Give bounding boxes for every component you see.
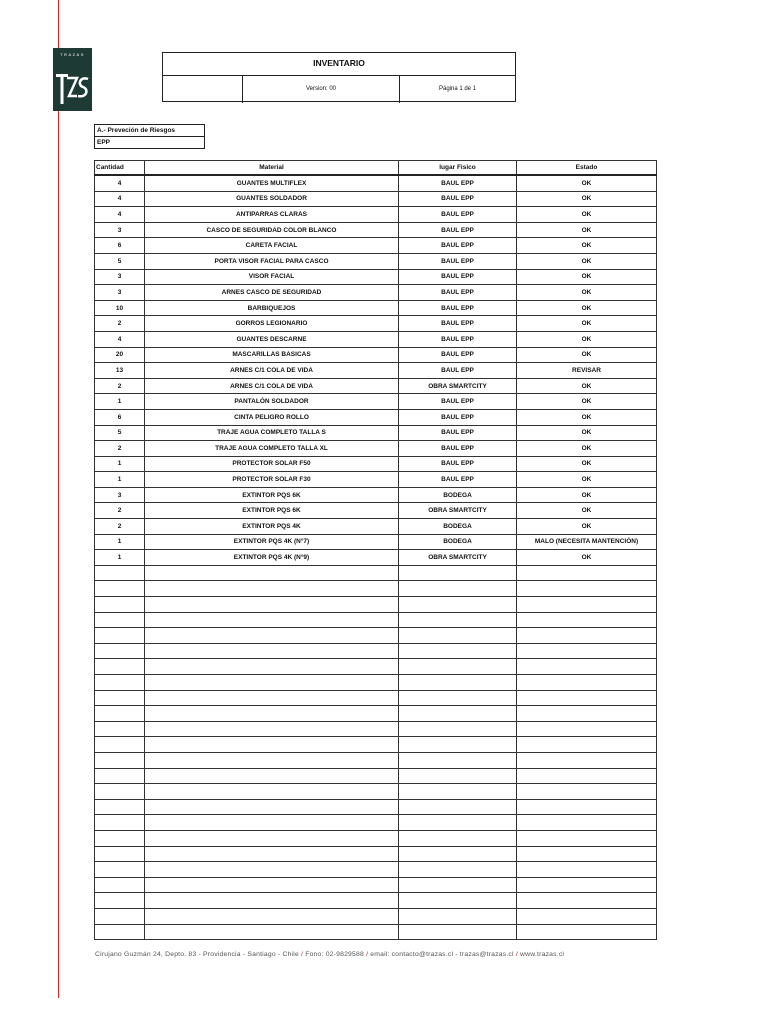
empty-cell [517, 565, 657, 581]
empty-cell [95, 581, 145, 597]
empty-cell [517, 752, 657, 768]
material-cell: MASCARILLAS BASICAS [145, 347, 399, 363]
quantity-cell: 3 [95, 285, 145, 301]
table-row [95, 487, 657, 503]
location-cell: BAUL EPP [399, 363, 517, 379]
location-cell: BAUL EPP [399, 331, 517, 347]
table-row [95, 222, 657, 238]
table-row [95, 534, 657, 550]
empty-table-row [95, 752, 657, 768]
inventory-table-body [95, 175, 657, 940]
empty-cell [95, 565, 145, 581]
location-cell: BAUL EPP [399, 300, 517, 316]
empty-cell [517, 612, 657, 628]
empty-cell [517, 675, 657, 691]
empty-cell [399, 721, 517, 737]
quantity-cell: 2 [95, 503, 145, 519]
empty-cell [517, 830, 657, 846]
empty-cell [95, 737, 145, 753]
status-cell: OK [517, 191, 657, 207]
material-cell: CASCO DE SEGURIDAD COLOR BLANCO [145, 222, 399, 238]
empty-cell [95, 830, 145, 846]
table-row [95, 394, 657, 410]
material-cell: EXTINTOR PQS 6K [145, 487, 399, 503]
empty-cell [517, 690, 657, 706]
table-row [95, 409, 657, 425]
material-cell: GUANTES MULTIFLEX [145, 175, 399, 191]
empty-cell [399, 612, 517, 628]
empty-cell [517, 799, 657, 815]
empty-table-row [95, 675, 657, 691]
empty-cell [399, 643, 517, 659]
material-cell: PROTECTOR SOLAR F30 [145, 472, 399, 488]
material-cell: CARETA FACIAL [145, 238, 399, 254]
status-cell: OK [517, 331, 657, 347]
quantity-cell: 2 [95, 441, 145, 457]
empty-cell [145, 862, 399, 878]
status-cell: MALO (NECESITA MANTENCIÓN) [517, 534, 657, 550]
empty-cell [399, 815, 517, 831]
empty-table-row [95, 784, 657, 800]
empty-table-row [95, 565, 657, 581]
location-cell: BODEGA [399, 534, 517, 550]
material-cell: GUANTES DESCARNE [145, 331, 399, 347]
table-row [95, 363, 657, 379]
material-cell: CINTA PELIGRO ROLLO [145, 409, 399, 425]
empty-cell [399, 893, 517, 909]
empty-cell [145, 737, 399, 753]
status-cell: OK [517, 238, 657, 254]
status-cell: OK [517, 269, 657, 285]
page-number-label: Página 1 de 1 [438, 86, 477, 92]
empty-cell [399, 846, 517, 862]
empty-cell [95, 924, 145, 940]
table-row [95, 253, 657, 269]
empty-cell [95, 628, 145, 644]
column-header-quantity: Cantidad [95, 161, 145, 176]
location-cell: BAUL EPP [399, 253, 517, 269]
empty-cell [399, 799, 517, 815]
table-row [95, 550, 657, 566]
quantity-cell: 1 [95, 456, 145, 472]
empty-table-row [95, 893, 657, 909]
quantity-cell: 6 [95, 409, 145, 425]
empty-cell [145, 815, 399, 831]
status-cell: OK [517, 487, 657, 503]
empty-cell [517, 628, 657, 644]
location-cell: BAUL EPP [399, 269, 517, 285]
empty-cell [95, 846, 145, 862]
table-row [95, 300, 657, 316]
table-row [95, 519, 657, 535]
empty-cell [517, 815, 657, 831]
empty-cell [399, 690, 517, 706]
status-cell: OK [517, 300, 657, 316]
empty-cell [145, 784, 399, 800]
table-row [95, 456, 657, 472]
quantity-cell: 2 [95, 316, 145, 332]
empty-cell [95, 675, 145, 691]
location-cell: BAUL EPP [399, 207, 517, 223]
status-cell: OK [517, 394, 657, 410]
empty-cell [399, 862, 517, 878]
header-blank-cell [163, 76, 243, 103]
empty-cell [399, 565, 517, 581]
material-cell: TRAJE AGUA COMPLETO TALLA S [145, 425, 399, 441]
location-cell: BAUL EPP [399, 425, 517, 441]
material-cell: ARNES C/1 COLA DE VIDA [145, 378, 399, 394]
empty-cell [399, 908, 517, 924]
empty-cell [399, 830, 517, 846]
quantity-cell: 10 [95, 300, 145, 316]
footer-email: email: contacto@trazas.cl - trazas@trazas.cl [370, 951, 514, 958]
logo-brand-text: TRAZAS [60, 52, 85, 57]
section-subtitle: EPP [95, 136, 204, 148]
empty-cell [95, 815, 145, 831]
empty-cell [399, 752, 517, 768]
location-cell: BAUL EPP [399, 316, 517, 332]
empty-cell [399, 784, 517, 800]
quantity-cell: 3 [95, 269, 145, 285]
material-cell: GUANTES SOLDADOR [145, 191, 399, 207]
quantity-cell: 5 [95, 253, 145, 269]
location-cell: BAUL EPP [399, 456, 517, 472]
material-cell: ARNES CASCO DE SEGURIDAD [145, 285, 399, 301]
status-cell: OK [517, 347, 657, 363]
location-cell: BAUL EPP [399, 238, 517, 254]
empty-cell [399, 924, 517, 940]
quantity-cell: 4 [95, 207, 145, 223]
material-cell: VISOR FACIAL [145, 269, 399, 285]
status-cell: OK [517, 285, 657, 301]
empty-table-row [95, 924, 657, 940]
empty-cell [399, 737, 517, 753]
empty-cell [95, 799, 145, 815]
footer-separator: / [513, 951, 520, 958]
empty-table-row [95, 862, 657, 878]
status-cell: OK [517, 425, 657, 441]
empty-cell [517, 659, 657, 675]
location-cell: BAUL EPP [399, 191, 517, 207]
table-row [95, 269, 657, 285]
footer-contact [95, 951, 564, 958]
location-cell: BAUL EPP [399, 394, 517, 410]
footer-separator: / [363, 951, 371, 958]
empty-cell [517, 784, 657, 800]
empty-cell [145, 768, 399, 784]
empty-cell [95, 721, 145, 737]
location-cell: BAUL EPP [399, 285, 517, 301]
section-title: A.- Preveción de Riesgos [97, 127, 176, 134]
empty-cell [95, 643, 145, 659]
empty-cell [145, 924, 399, 940]
quantity-cell: 6 [95, 238, 145, 254]
document-header [162, 52, 516, 102]
empty-table-row [95, 737, 657, 753]
table-row [95, 191, 657, 207]
empty-cell [517, 893, 657, 909]
table-row [95, 238, 657, 254]
status-cell: OK [517, 253, 657, 269]
empty-cell [145, 690, 399, 706]
empty-cell [95, 612, 145, 628]
empty-cell [399, 659, 517, 675]
table-row [95, 503, 657, 519]
quantity-cell: 5 [95, 425, 145, 441]
empty-cell [95, 690, 145, 706]
status-cell: OK [517, 222, 657, 238]
empty-cell [145, 659, 399, 675]
status-cell: REVISAR [517, 363, 657, 379]
company-logo [53, 48, 92, 111]
empty-cell [517, 581, 657, 597]
location-cell: OBRA SMARTCITY [399, 550, 517, 566]
empty-table-row [95, 721, 657, 737]
empty-cell [517, 706, 657, 722]
material-cell: PROTECTOR SOLAR F50 [145, 456, 399, 472]
empty-table-row [95, 877, 657, 893]
document-title: INVENTARIO [163, 53, 515, 76]
quantity-cell: 4 [95, 175, 145, 191]
empty-cell [95, 768, 145, 784]
table-row [95, 285, 657, 301]
empty-cell [145, 830, 399, 846]
empty-cell [517, 721, 657, 737]
empty-table-row [95, 690, 657, 706]
empty-table-row [95, 597, 657, 613]
empty-cell [517, 862, 657, 878]
quantity-cell: 3 [95, 487, 145, 503]
empty-table-row [95, 706, 657, 722]
logo-mark-icon [53, 60, 92, 110]
material-cell: EXTINTOR PQS 4K (N°7) [145, 534, 399, 550]
empty-cell [517, 768, 657, 784]
material-cell: PANTALÓN SOLDADOR [145, 394, 399, 410]
table-row [95, 347, 657, 363]
quantity-cell: 4 [95, 191, 145, 207]
empty-table-row [95, 768, 657, 784]
table-row [95, 425, 657, 441]
empty-cell [145, 612, 399, 628]
empty-table-row [95, 846, 657, 862]
empty-cell [399, 877, 517, 893]
quantity-cell: 2 [95, 519, 145, 535]
empty-table-row [95, 799, 657, 815]
empty-cell [517, 846, 657, 862]
status-cell: OK [517, 409, 657, 425]
status-cell: OK [517, 456, 657, 472]
empty-cell [517, 908, 657, 924]
quantity-cell: 20 [95, 347, 145, 363]
empty-cell [517, 597, 657, 613]
material-cell: PORTA VISOR FACIAL PARA CASCO [145, 253, 399, 269]
column-header-material: Material [145, 161, 399, 176]
material-cell: EXTINTOR PQS 4K (N°9) [145, 550, 399, 566]
empty-cell [145, 893, 399, 909]
status-cell: OK [517, 503, 657, 519]
location-cell: BODEGA [399, 487, 517, 503]
location-cell: BODEGA [399, 519, 517, 535]
empty-table-row [95, 612, 657, 628]
quantity-cell: 3 [95, 222, 145, 238]
empty-cell [145, 628, 399, 644]
quantity-cell: 1 [95, 550, 145, 566]
empty-table-row [95, 643, 657, 659]
table-row [95, 207, 657, 223]
empty-table-row [95, 908, 657, 924]
empty-cell [517, 643, 657, 659]
empty-cell [95, 862, 145, 878]
empty-cell [145, 581, 399, 597]
quantity-cell: 4 [95, 331, 145, 347]
quantity-cell: 2 [95, 378, 145, 394]
empty-cell [95, 908, 145, 924]
empty-cell [399, 597, 517, 613]
material-cell: TRAJE AGUA COMPLETO TALLA XL [145, 441, 399, 457]
quantity-cell: 1 [95, 472, 145, 488]
empty-cell [145, 675, 399, 691]
empty-cell [399, 675, 517, 691]
version-label: Version: 00 [243, 76, 400, 103]
empty-table-row [95, 581, 657, 597]
empty-cell [95, 659, 145, 675]
empty-cell [399, 706, 517, 722]
column-header-status: Estado [517, 161, 657, 176]
empty-cell [517, 924, 657, 940]
location-cell: OBRA SMARTCITY [399, 378, 517, 394]
table-row [95, 175, 657, 191]
location-cell: BAUL EPP [399, 175, 517, 191]
status-cell: OK [517, 519, 657, 535]
empty-cell [95, 752, 145, 768]
table-row [95, 441, 657, 457]
location-cell: BAUL EPP [399, 441, 517, 457]
status-cell: OK [517, 175, 657, 191]
empty-cell [95, 877, 145, 893]
location-cell: OBRA SMARTCITY [399, 503, 517, 519]
footer-phone: Fono: 02-9829588 [305, 951, 364, 958]
section-label-box [94, 124, 205, 149]
material-cell: BARBIQUEJOS [145, 300, 399, 316]
empty-cell [399, 768, 517, 784]
status-cell: OK [517, 378, 657, 394]
location-cell: BAUL EPP [399, 347, 517, 363]
location-cell: BAUL EPP [399, 222, 517, 238]
location-cell: BAUL EPP [399, 472, 517, 488]
material-cell: EXTINTOR PQS 6K [145, 503, 399, 519]
status-cell: OK [517, 207, 657, 223]
column-header-location: lugar Fisico [399, 161, 517, 176]
table-header-row [95, 161, 657, 176]
status-cell: OK [517, 316, 657, 332]
margin-red-line [58, 0, 59, 998]
empty-table-row [95, 659, 657, 675]
empty-cell [95, 784, 145, 800]
table-row [95, 472, 657, 488]
table-row [95, 316, 657, 332]
material-cell: GORROS LEGIONARIO [145, 316, 399, 332]
empty-cell [145, 565, 399, 581]
empty-cell [145, 877, 399, 893]
status-cell: OK [517, 441, 657, 457]
material-cell: ANTIPARRAS CLARAS [145, 207, 399, 223]
table-row [95, 331, 657, 347]
empty-table-row [95, 830, 657, 846]
empty-cell [399, 628, 517, 644]
status-cell: OK [517, 472, 657, 488]
empty-cell [145, 752, 399, 768]
quantity-cell: 1 [95, 394, 145, 410]
empty-cell [399, 581, 517, 597]
footer-website: www.trazas.cl [520, 951, 565, 958]
empty-cell [95, 706, 145, 722]
empty-cell [145, 799, 399, 815]
empty-cell [145, 908, 399, 924]
empty-cell [145, 721, 399, 737]
material-cell: ARNES C/1 COLA DE VIDA [145, 363, 399, 379]
footer-separator: / [298, 951, 306, 958]
quantity-cell: 1 [95, 534, 145, 550]
empty-table-row [95, 815, 657, 831]
empty-cell [95, 597, 145, 613]
status-cell: OK [517, 550, 657, 566]
empty-cell [145, 643, 399, 659]
table-row [95, 378, 657, 394]
empty-cell [145, 846, 399, 862]
footer-address: Cirujano Guzmán 24, Depto. 83 - Providencia - Santiago - Chile [95, 951, 299, 958]
empty-cell [517, 737, 657, 753]
empty-cell [517, 877, 657, 893]
inventory-table [94, 160, 657, 940]
empty-cell [145, 597, 399, 613]
material-cell: EXTINTOR PQS 4K [145, 519, 399, 535]
location-cell: BAUL EPP [399, 409, 517, 425]
empty-cell [95, 893, 145, 909]
empty-cell [145, 706, 399, 722]
quantity-cell: 13 [95, 363, 145, 379]
empty-table-row [95, 628, 657, 644]
